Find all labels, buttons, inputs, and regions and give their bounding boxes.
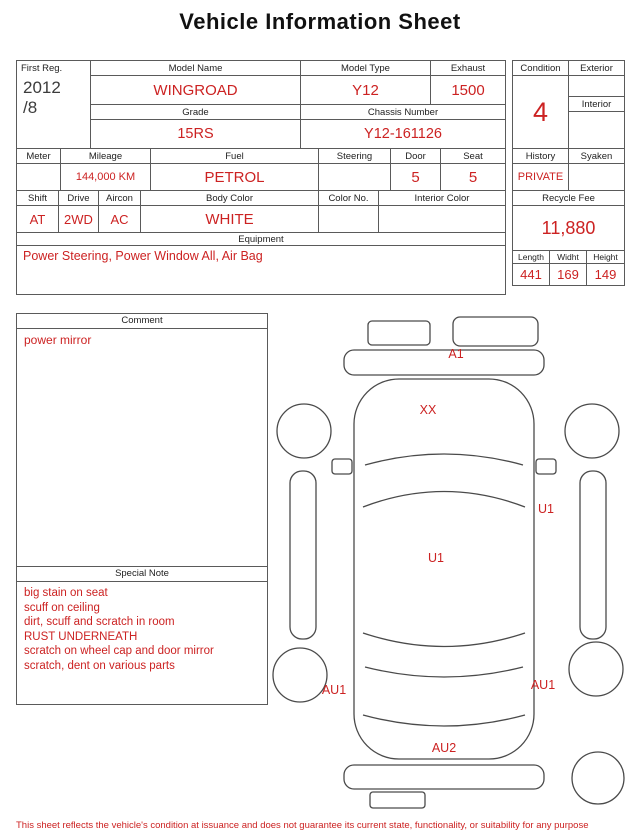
- recycle-fee-section: [512, 190, 625, 251]
- damage-mark-a1: A1: [448, 347, 464, 361]
- damage-mark-au2: AU2: [431, 741, 457, 755]
- door-label: Door: [391, 149, 441, 164]
- interior-value: [569, 112, 625, 149]
- fuel-value: PETROL: [151, 164, 319, 191]
- width-label: Widht: [550, 251, 587, 264]
- side-info-table: [512, 60, 625, 286]
- history-label: History: [513, 149, 569, 164]
- first-reg-cell: [17, 61, 91, 149]
- equipment-value: Power Steering, Power Window All, Air Bag: [17, 246, 506, 295]
- body-color-label: Body Color: [141, 191, 319, 206]
- damage-mark-au1: AU1: [321, 683, 347, 697]
- damage-mark-au1: AU1: [530, 678, 556, 692]
- front-left-wheel: [277, 404, 331, 458]
- car-top-view: [268, 313, 628, 809]
- chassis-number-label: Chassis Number: [301, 105, 506, 120]
- rear-trim-shape: [370, 792, 425, 808]
- right-mirror-shape: [536, 459, 556, 474]
- body-color-value: WHITE: [141, 206, 319, 233]
- steering-value: [319, 164, 391, 191]
- special-note-label: Special Note: [17, 567, 267, 582]
- color-no-value: [319, 206, 379, 233]
- comment-line: power mirror: [24, 333, 92, 347]
- first-reg-value: 2012 /8: [23, 78, 61, 117]
- length-value: 441: [513, 264, 550, 286]
- mileage-label: Mileage: [61, 149, 151, 164]
- interior-color-value: [379, 206, 506, 233]
- chassis-number-value: Y12-161126: [301, 120, 506, 149]
- model-type-value: Y12: [301, 76, 431, 105]
- rear-right-wheel: [569, 642, 623, 696]
- equipment-label: Equipment: [17, 233, 506, 246]
- shift-label: Shift: [17, 191, 59, 206]
- color-no-label: Color No.: [319, 191, 379, 206]
- steering-label: Steering: [319, 149, 391, 164]
- height-value: 149: [587, 264, 625, 286]
- width-value: 169: [550, 264, 587, 286]
- fuel-label: Fuel: [151, 149, 319, 164]
- spare-tire-shape: [572, 752, 624, 804]
- disclaimer-text: This sheet reflects the vehicle's condition at issuance and does not guarantee its current state, functionality, or suitability for any purpose: [16, 820, 589, 831]
- comment-label: Comment: [17, 314, 267, 329]
- hood-line: [365, 454, 523, 465]
- front-right-wheel: [565, 404, 619, 458]
- damage-mark-u1: U1: [428, 551, 444, 565]
- model-type-label: Model Type: [301, 61, 431, 76]
- equipment-section: [16, 232, 506, 295]
- dimensions-section: [512, 250, 625, 286]
- rear-bumper-shape: [344, 765, 544, 789]
- special-note-line: dirt, scuff and scratch in room: [24, 616, 175, 628]
- comment-body: [17, 329, 267, 567]
- page-title: Vehicle Information Sheet: [179, 9, 461, 34]
- right-rocker-panel: [580, 471, 606, 639]
- model-name-value: WINGROAD: [91, 76, 301, 105]
- front-bumper-shape: [344, 350, 544, 375]
- condition-section: [512, 60, 625, 149]
- drivetrain-section: [16, 190, 506, 233]
- left-mirror-shape: [332, 459, 352, 474]
- windshield-line: [363, 492, 525, 508]
- condition-label: Condition: [513, 61, 569, 76]
- seat-value: 5: [441, 164, 506, 191]
- rear-left-wheel: [273, 648, 327, 702]
- interior-label: Interior: [569, 97, 625, 112]
- exterior-value: [569, 76, 625, 97]
- drive-label: Drive: [59, 191, 99, 206]
- mileage-value: 144,000 KM: [61, 164, 151, 191]
- condition-value: 4: [513, 76, 569, 149]
- special-note-line: RUST UNDERNEATH: [24, 630, 138, 643]
- meter-section: [16, 148, 506, 191]
- meter-value: [17, 164, 61, 191]
- syaken-value: [569, 164, 625, 191]
- front-trim-right-shape: [453, 317, 538, 346]
- model-name-label: Model Name: [91, 61, 301, 76]
- special-note-line: scratch, dent on various parts: [24, 659, 175, 672]
- aircon-value: AC: [99, 206, 141, 233]
- damage-mark-u1: U1: [538, 502, 554, 516]
- grade-value: 15RS: [91, 120, 301, 149]
- left-rocker-panel: [290, 471, 316, 639]
- meter-label: Meter: [17, 149, 61, 164]
- trunk-line: [363, 715, 525, 726]
- recycle-fee-label: Recycle Fee: [513, 191, 625, 206]
- interior-color-label: Interior Color: [379, 191, 506, 206]
- registration-section: [16, 60, 506, 149]
- history-value: PRIVATE: [513, 164, 569, 191]
- seat-label: Seat: [441, 149, 506, 164]
- damage-mark-xx: XX: [419, 403, 437, 417]
- history-section: [512, 148, 625, 191]
- recycle-fee-value: 11,880: [513, 206, 625, 251]
- drive-value: 2WD: [59, 206, 99, 233]
- first-reg-label: First Reg.: [21, 63, 63, 74]
- vehicle-diagram: [268, 313, 628, 809]
- aircon-label: Aircon: [99, 191, 141, 206]
- rear-deck-line: [365, 667, 523, 677]
- comment-and-note-box: [16, 313, 268, 705]
- special-note-line: scratch on wheel cap and door mirror: [24, 645, 214, 657]
- main-info-table: [16, 60, 506, 295]
- grade-label: Grade: [91, 105, 301, 120]
- exhaust-label: Exhaust: [431, 61, 506, 76]
- syaken-label: Syaken: [569, 149, 625, 164]
- rear-window-line: [363, 633, 525, 647]
- car-body-shape: [354, 379, 534, 759]
- exhaust-value: 1500: [431, 76, 506, 105]
- length-label: Length: [513, 251, 550, 264]
- front-trim-left-shape: [368, 321, 430, 345]
- special-note-line: scuff on ceiling: [24, 601, 100, 614]
- exterior-label: Exterior: [569, 61, 625, 76]
- shift-value: AT: [17, 206, 59, 233]
- special-note-line: big stain on seat: [24, 587, 108, 599]
- door-value: 5: [391, 164, 441, 191]
- special-note-body: [17, 582, 267, 704]
- height-label: Height: [587, 251, 625, 264]
